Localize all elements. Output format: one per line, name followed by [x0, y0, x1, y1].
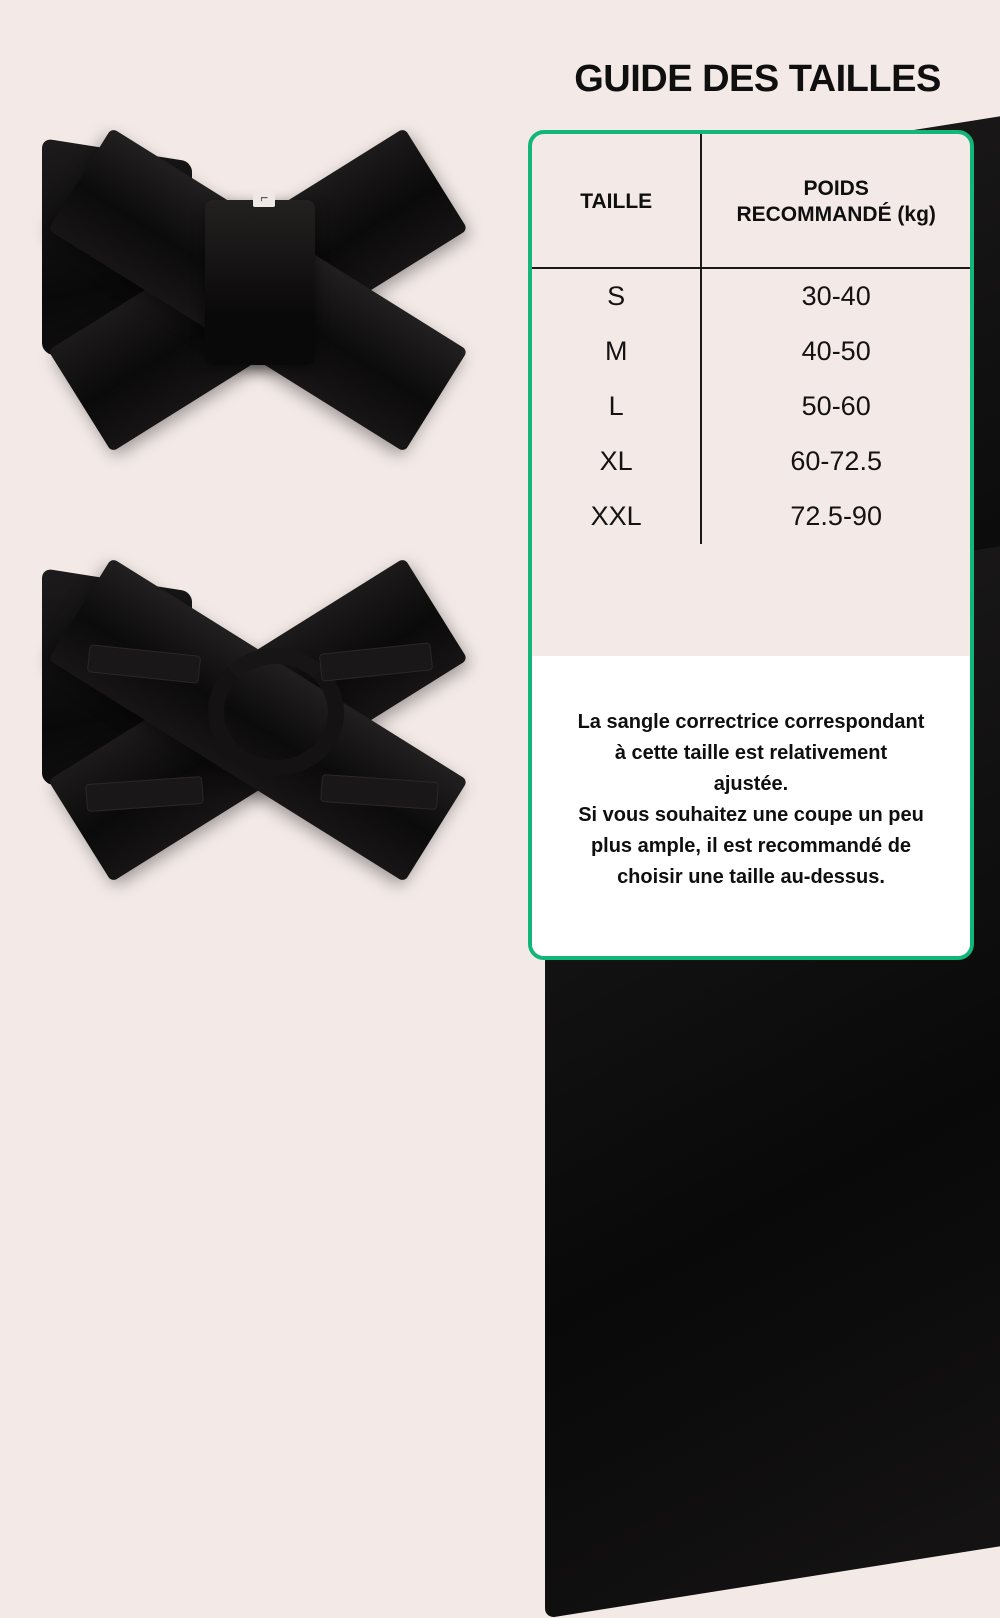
- fit-note-line-2: à cette taille est relativement: [614, 742, 888, 764]
- header-weight-line2: RECOMMANDÉ (kg): [736, 202, 936, 226]
- header-weight-line1: POIDS: [803, 177, 869, 200]
- product-photo-column: [0, 0, 510, 1000]
- table-row: [532, 324, 970, 379]
- product-photo-front: [30, 110, 490, 480]
- cell-weight: 40-50: [801, 336, 871, 367]
- size-tag: L: [253, 191, 275, 207]
- cell-size: M: [532, 324, 701, 379]
- size-table-body: [532, 268, 970, 544]
- product-photo-back: [30, 540, 490, 930]
- size-guide-card: [528, 130, 974, 960]
- cell-weight: 60-72.5: [790, 446, 882, 477]
- fit-note-line-5: plus ample, il est recommandé de: [590, 835, 912, 857]
- header-weight: [701, 134, 970, 268]
- table-row: [532, 434, 970, 489]
- cell-weight: 30-40: [801, 281, 871, 312]
- fit-note-line-1: La sangle correctrice correspondant: [577, 711, 925, 733]
- cell-size: XL: [532, 434, 701, 489]
- size-table-head: [532, 134, 970, 268]
- cell-size: S: [532, 268, 701, 324]
- table-header-row: [532, 134, 970, 268]
- cell-weight: 50-60: [801, 391, 871, 422]
- belt-center-pad: [205, 200, 315, 365]
- posture-corrector-front-illustration: [30, 110, 490, 480]
- page-title: GUIDE DES TAILLES: [574, 58, 941, 100]
- table-row: [532, 489, 970, 544]
- table-row: [532, 268, 970, 324]
- cell-weight: 72.5-90: [790, 501, 882, 532]
- cell-size: L: [532, 379, 701, 434]
- posture-corrector-back-illustration: [30, 540, 490, 930]
- table-row: [532, 379, 970, 434]
- cell-size: XXL: [532, 489, 701, 544]
- fit-note-line-6: choisir une taille au-dessus.: [617, 866, 885, 888]
- size-guide-panel: [515, 0, 1000, 1000]
- fit-note-line-4: Si vous souhaitez une coupe un peu: [578, 804, 924, 826]
- fit-note-line-3: ajustée.: [713, 773, 789, 795]
- fit-note: [532, 656, 970, 956]
- size-table: [532, 134, 970, 544]
- header-size: TAILLE: [532, 134, 701, 268]
